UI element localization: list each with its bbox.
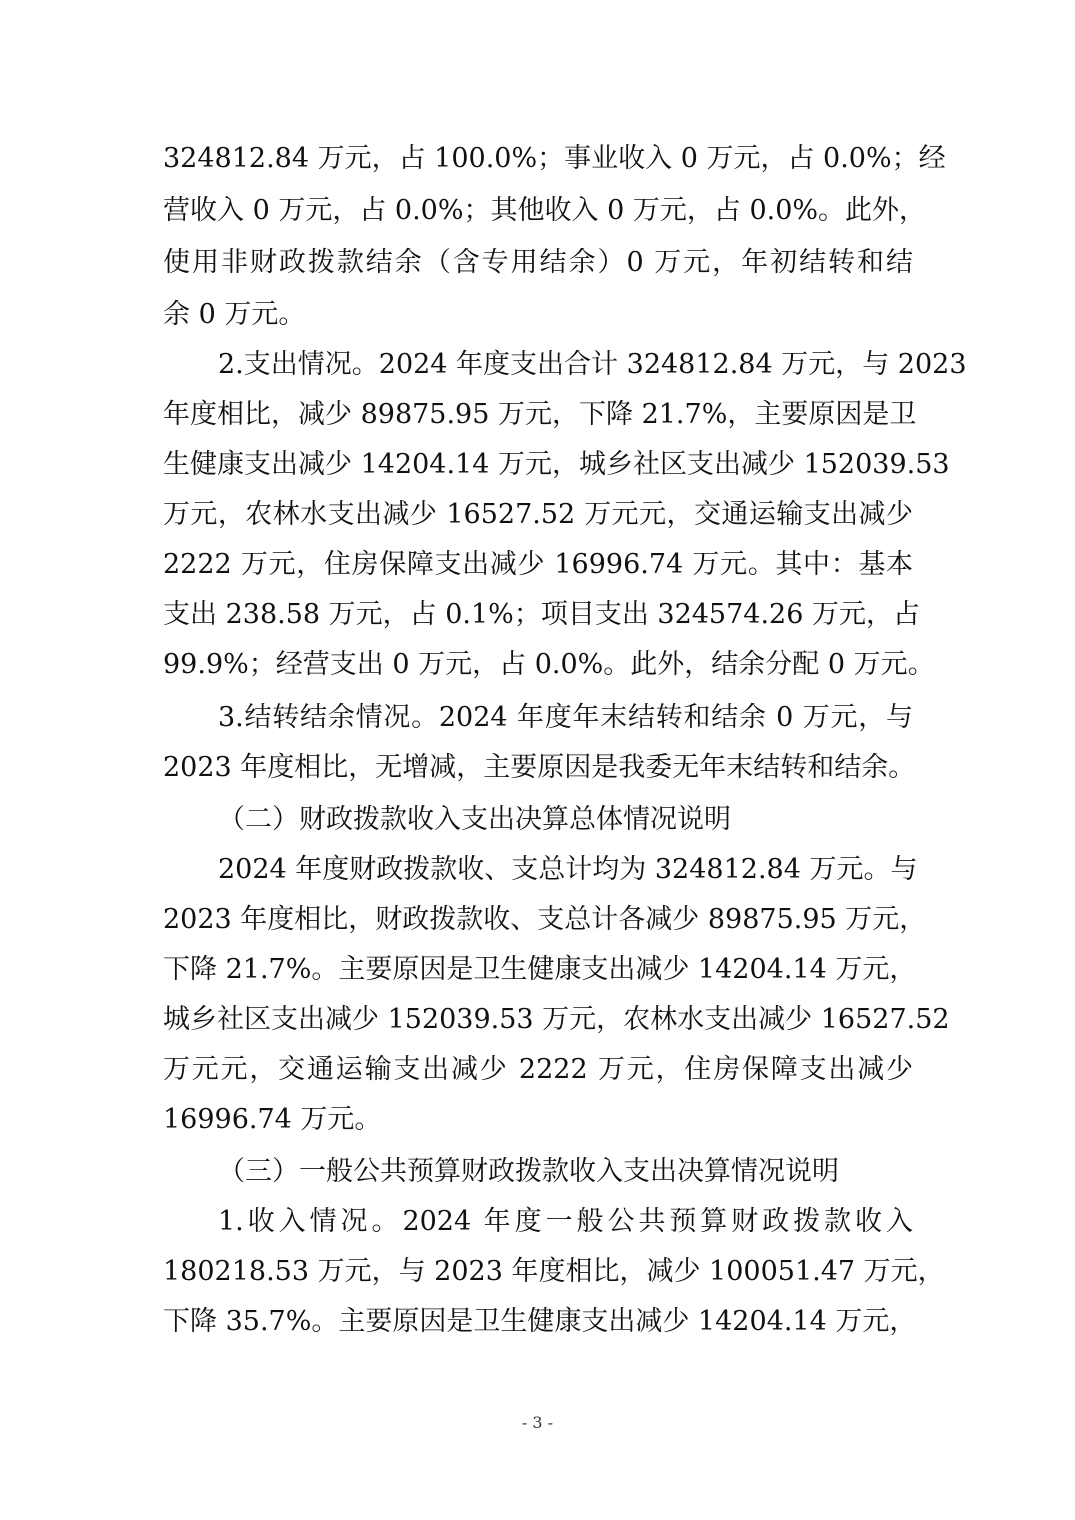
body-text-line: 下降 21.7%。主要原因是卫生健康支出减少 14204.14 万元， (163, 954, 917, 985)
paragraph-start-expenditure: 2.支出情况。2024 年度支出合计 324812.84 万元，与 2023 (218, 349, 967, 380)
paragraph-start-general-budget: 1.收入情况。2024 年度一般公共预算财政拨款收入 (218, 1206, 913, 1237)
body-text-line: 万元，农林水支出减少 16527.52 万元元，交通运输支出减少 (163, 499, 913, 530)
body-text-line: 年度相比，减少 89875.95 万元，下降 21.7%，主要原因是卫 (163, 399, 917, 430)
body-text-line: 2023 年度相比，无增减，主要原因是我委无年末结转和结余。 (163, 752, 916, 783)
body-text-line: 支出 238.58 万元，占 0.1%；项目支出 324574.26 万元，占 (163, 599, 920, 630)
page-number: - 3 - (521, 1413, 554, 1432)
body-text-line: 180218.53 万元，与 2023 年度相比，减少 100051.47 万元， (163, 1256, 945, 1287)
body-text-line: 营收入 0 万元，占 0.0%；其他收入 0 万元，占 0.0%。此外， (163, 195, 927, 226)
section-heading-2: （二）财政拨款收入支出决算总体情况说明 (218, 804, 731, 835)
body-text-line: 生健康支出减少 14204.14 万元，城乡社区支出减少 152039.53 (163, 449, 950, 480)
body-text-line: 城乡社区支出减少 152039.53 万元，农林水支出减少 16527.52 (163, 1004, 950, 1035)
paragraph-start-carryover: 3.结转结余情况。2024 年度年末结转和结余 0 万元，与 (218, 702, 913, 733)
body-text-line: 万元元，交通运输支出减少 2222 万元，住房保障支出减少 (163, 1054, 913, 1085)
body-text-line: 99.9%；经营支出 0 万元，占 0.0%。此外，结余分配 0 万元。 (163, 649, 935, 680)
body-text-line: 2023 年度相比，财政拨款收、支总计各减少 89875.95 万元， (163, 904, 927, 935)
body-text-line: 使用非财政拨款结余（含专用结余）0 万元，年初结转和结 (163, 247, 913, 278)
body-text-line: 2222 万元，住房保障支出减少 16996.74 万元。其中：基本 (163, 549, 913, 580)
body-text-line: 324812.84 万元，占 100.0%；事业收入 0 万元，占 0.0%；经 (163, 143, 946, 174)
body-text-line: 16996.74 万元。 (163, 1104, 382, 1135)
paragraph-start-fiscal-total: 2024 年度财政拨款收、支总计均为 324812.84 万元。与 (218, 854, 918, 885)
body-text-line: 余 0 万元。 (163, 299, 306, 330)
section-heading-3: （三）一般公共预算财政拨款收入支出决算情况说明 (218, 1156, 839, 1187)
body-text-line: 下降 35.7%。主要原因是卫生健康支出减少 14204.14 万元， (163, 1306, 917, 1337)
